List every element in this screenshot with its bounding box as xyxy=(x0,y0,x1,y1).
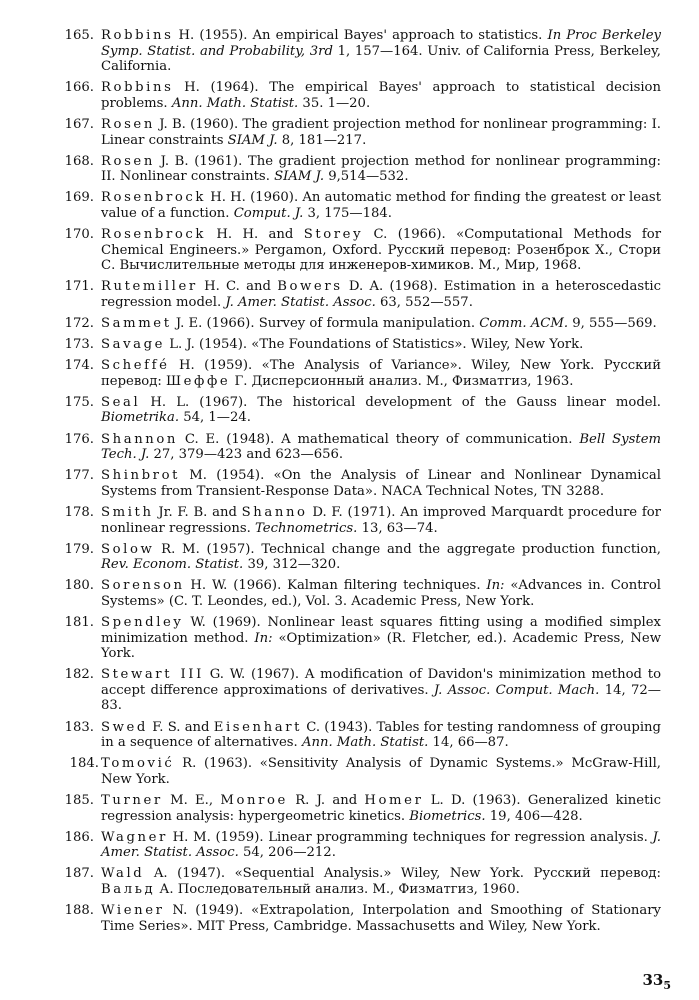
citation-text: H. M. (1959). Linear programming techniques for regression analysis. xyxy=(167,829,653,845)
reference-entry xyxy=(0,468,699,499)
reference-text xyxy=(101,432,661,463)
author-name: Rosenbrock xyxy=(101,227,206,243)
reference-number: 177. xyxy=(64,468,94,484)
reference-number: 175. xyxy=(64,394,94,410)
citation-text: 54, 206—212. xyxy=(238,845,336,861)
journal-title: J. Assoc. Comput. Mach. xyxy=(433,682,600,698)
reference-text xyxy=(101,903,661,934)
reference-text xyxy=(101,756,661,787)
journal-title: Rev. Econom. Statist. xyxy=(101,557,244,573)
citation-text: J. B. (1961). The gradient projection method for nonlinear programming: II. Nonlinear constraints. xyxy=(101,153,661,185)
citation-text: 14, 66—87. xyxy=(428,735,509,751)
journal-title: J. Amer. Statist. Assoc. xyxy=(101,829,661,861)
citation-text: 27, 379—423 and 623—656. xyxy=(149,447,344,463)
reference-list xyxy=(0,28,699,940)
citation-text: C. E. (1948). A mathematical theory of communication. xyxy=(178,431,580,447)
author-name: Turner xyxy=(101,792,163,808)
reference-number: 168. xyxy=(64,153,94,169)
citation-text: H. H. and xyxy=(206,227,304,243)
citation-text: 3, 175—184. xyxy=(303,205,392,221)
journal-title: SIAM J. xyxy=(274,169,325,185)
reference-number: 183. xyxy=(64,719,94,735)
author-name: Bowers xyxy=(277,279,343,295)
reference-text xyxy=(101,830,661,861)
reference-text xyxy=(101,866,661,897)
citation-text: «Advances in. Control Systems» (C. T. Leondes, ed.), Vol. 3. Academic Press, New York. xyxy=(101,578,662,609)
reference-text xyxy=(101,667,661,714)
citation-text: H. W. (1966). Kalman filtering techniques. xyxy=(184,578,487,594)
citation-text: W. (1969). Nonlinear least squares fitting using a modified simplex minimization method. xyxy=(101,615,661,646)
author-name: Robbins xyxy=(101,80,174,96)
reference-entry xyxy=(0,756,699,787)
reference-entry xyxy=(0,358,699,389)
reference-text xyxy=(101,358,661,389)
reference-number: 166. xyxy=(64,80,94,96)
journal-title: In: xyxy=(254,630,273,646)
reference-entry xyxy=(0,154,699,185)
citation-text: D. F. (1971). An improved Marquardt procedure for nonlinear regressions. xyxy=(101,504,661,536)
reference-entry xyxy=(0,117,699,148)
reference-number: 182. xyxy=(64,667,94,683)
reference-text xyxy=(101,28,661,75)
journal-title: Biometrics. xyxy=(409,808,486,824)
citation-text: G. W. (1967). A modification of Davidon's minimization method to accept difference approximations of derivatives. xyxy=(101,667,662,698)
reference-number: 178. xyxy=(64,504,94,520)
reference-text xyxy=(101,227,661,274)
journal-title: Biometrika. xyxy=(101,410,180,426)
citation-text: N. (1949). «Extrapolation, Interpolation and Smoothing of Stationary Time Series». MIT Press, Cambridge. Massachusetts and Wiley, New York. xyxy=(101,903,661,934)
reference-entry xyxy=(0,316,699,332)
reference-number: 188. xyxy=(64,903,94,918)
journal-title: In Proc Berkeley Symp. Statist. and Probability, 3rd xyxy=(101,28,661,59)
reference-number: 165. xyxy=(64,28,94,43)
citation-text: J. E. (1966). Survey of formula manipulation. xyxy=(171,316,480,331)
reference-text xyxy=(101,505,661,536)
journal-title: Ann. Math. Statist. xyxy=(171,95,299,111)
reference-number: 174. xyxy=(64,358,94,374)
reference-entry xyxy=(0,793,699,824)
reference-entry xyxy=(0,80,699,111)
citation-text: M. (1954). «On the Analysis of Linear and Nonlinear Dynamical Systems from Transient-Response Data». NACA Technical Notes, TN 3288. xyxy=(101,468,661,499)
page-number-sub: 5 xyxy=(663,979,671,992)
reference-number: 171. xyxy=(64,279,94,295)
citation-text: R. M. (1957). Technical change and the aggregate production function, xyxy=(154,541,661,557)
citation-text: H. (1955). An empirical Bayes' approach to statistics. xyxy=(173,28,548,43)
author-name: Stewart III xyxy=(101,667,204,683)
citation-text: 1, 157—164. Univ. of California Press, Berkeley, California. xyxy=(101,43,661,75)
citation-text: M. E., xyxy=(162,792,221,808)
author-name: Sammet xyxy=(101,316,172,331)
reference-text xyxy=(101,542,661,573)
reference-entry xyxy=(0,28,699,75)
reference-entry xyxy=(0,505,699,536)
reference-number: 181. xyxy=(64,615,94,630)
reference-number: 169. xyxy=(64,190,94,206)
author-name: Spendley xyxy=(101,615,184,630)
author-name: Robbins xyxy=(101,28,174,43)
author-name: Eisenhart xyxy=(213,719,303,735)
journal-title: Comm. ACM. xyxy=(479,316,569,331)
citation-text: L. D. (1963). Generalized kinetic regression analysis: hypergeometric kinetics. xyxy=(101,792,662,824)
author-name: Scheffé xyxy=(101,358,170,374)
reference-entry xyxy=(0,578,699,609)
citation-text: 9,514—532. xyxy=(324,169,409,185)
reference-text xyxy=(101,720,661,751)
journal-title: Comput. J. xyxy=(233,205,304,221)
citation-text: 19, 406—428. xyxy=(485,808,583,824)
reference-number: 173. xyxy=(64,337,94,353)
author-name: Шеффе xyxy=(165,373,231,389)
journal-title: J. Amer. Statist. Assoc. xyxy=(225,294,376,310)
citation-text: А. Последовательный анализ. М., Физматгиз, 1960. xyxy=(155,881,520,897)
citation-text: 14, 72—83. xyxy=(101,682,661,714)
citation-text: J. B. (1960). The gradient projection method for nonlinear programming: I. Linear constraints xyxy=(101,116,661,148)
reference-number: 176. xyxy=(64,431,94,447)
reference-text xyxy=(101,395,661,426)
citation-text: C. (1966). «Computational Methods for Chemical Engineers.» Pergamon, Oxford. Русский перевод: Розенброк Х., Стори С. Вычислительные методы для инженеров-химиков. М., Мир, 1968. xyxy=(101,227,661,274)
reference-entry xyxy=(0,866,699,897)
reference-number: 184. xyxy=(69,756,99,772)
reference-number: 170. xyxy=(64,227,94,243)
reference-entry xyxy=(0,227,699,274)
reference-text xyxy=(101,117,661,148)
citation-text: «Optimization» (R. Fletcher, ed.). Academic Press, New York. xyxy=(101,630,661,662)
reference-entry xyxy=(0,615,699,662)
reference-text xyxy=(101,80,661,111)
citation-text: L. J. (1954). «The Foundations of Statistics». Wiley, New York. xyxy=(165,337,584,353)
author-name: Smith xyxy=(101,504,154,520)
reference-text xyxy=(101,578,661,609)
reference-number: 172. xyxy=(64,316,94,331)
reference-text xyxy=(101,615,661,662)
reference-text xyxy=(101,793,661,824)
author-name: Wald xyxy=(101,866,145,882)
author-name: Tomović xyxy=(101,756,175,772)
author-name: Sorenson xyxy=(101,578,185,594)
citation-text: 35. 1—20. xyxy=(298,95,371,111)
reference-number: 167. xyxy=(64,116,94,132)
author-name: Wagner xyxy=(101,829,168,845)
reference-text xyxy=(101,316,661,332)
citation-text: Г. Дисперсионный анализ. М., Физматгиз, 1963. xyxy=(230,373,574,389)
author-name: Homer xyxy=(364,792,424,808)
citation-text: D. A. (1968). Estimation in a heteroscedastic regression model. xyxy=(101,279,661,310)
author-name: Shinbrot xyxy=(101,468,181,484)
reference-entry xyxy=(0,432,699,463)
page-number xyxy=(642,971,671,992)
citation-text: 13, 63—74. xyxy=(357,520,438,536)
author-name: Seal xyxy=(101,394,141,410)
citation-text: F. S. and xyxy=(147,719,214,735)
author-name: Rutemiller xyxy=(101,279,198,295)
reference-text xyxy=(101,190,661,221)
author-name: Shanno xyxy=(241,504,308,520)
reference-number: 179. xyxy=(64,541,94,557)
citation-text: R. (1963). «Sensitivity Analysis of Dynamic Systems.» McGraw-Hill, New York. xyxy=(101,756,661,787)
reference-number: 180. xyxy=(64,578,94,594)
author-name: Savage xyxy=(101,337,166,353)
author-name: Shannon xyxy=(101,431,179,447)
author-name: Solow xyxy=(101,541,155,557)
reference-entry xyxy=(0,542,699,573)
journal-title: Ann. Math. Statist. xyxy=(301,735,429,751)
reference-number: 185. xyxy=(64,792,94,808)
citation-text: A. (1947). «Sequential Analysis.» Wiley, New York. Русский перевод: xyxy=(144,866,661,882)
reference-entry xyxy=(0,395,699,426)
reference-entry xyxy=(0,903,699,934)
reference-number: 187. xyxy=(64,866,94,882)
reference-text xyxy=(101,468,661,499)
reference-entry xyxy=(0,190,699,221)
author-name: Вальд xyxy=(101,881,156,897)
reference-text xyxy=(101,337,661,353)
author-name: Rosen xyxy=(101,153,155,169)
citation-text: H. (1959). «The Analysis of Variance». Wiley, New York. Русский перевод: xyxy=(101,358,661,389)
reference-text xyxy=(101,279,661,310)
author-name: Wiener xyxy=(101,903,165,918)
reference-entry xyxy=(0,720,699,751)
page-number-main: 33 xyxy=(642,971,664,989)
citation-text: C. (1943). Tables for testing randomness of grouping in a sequence of alternatives. xyxy=(101,719,661,751)
author-name: Rosenbrock xyxy=(101,190,206,206)
citation-text: 63, 552—557. xyxy=(375,294,473,310)
citation-text: Jr. F. B. and xyxy=(153,504,242,520)
journal-title: Technometrics. xyxy=(255,520,358,536)
author-name: Rosen xyxy=(101,116,155,132)
citation-text: H. (1964). The empirical Bayes' approach to statistical decision problems. xyxy=(101,80,661,111)
citation-text: R. J. and xyxy=(287,792,365,808)
citation-text: 54, 1—24. xyxy=(179,410,251,426)
journal-title: SIAM J. xyxy=(227,132,278,148)
author-name: Monroe xyxy=(220,792,288,808)
reference-text xyxy=(101,154,661,185)
reference-entry xyxy=(0,667,699,714)
journal-title: In: xyxy=(486,578,505,594)
reference-entry xyxy=(0,830,699,861)
reference-number: 186. xyxy=(64,829,94,845)
author-name: Swed xyxy=(101,719,148,735)
citation-text: H. C. and xyxy=(197,279,278,295)
citation-text: H. L. (1967). The historical development of the Gauss linear model. xyxy=(140,394,661,410)
reference-entry xyxy=(0,279,699,310)
citation-text: 8, 181—217. xyxy=(277,132,367,148)
citation-text: 39, 312—320. xyxy=(243,557,341,573)
reference-entry xyxy=(0,337,699,353)
author-name: Storey xyxy=(303,227,364,243)
journal-title: Bell System Tech. J. xyxy=(101,431,661,463)
citation-text: H. H. (1960). An automatic method for finding the greatest or least value of a function. xyxy=(101,190,661,221)
citation-text: 9, 555—569. xyxy=(568,316,657,331)
